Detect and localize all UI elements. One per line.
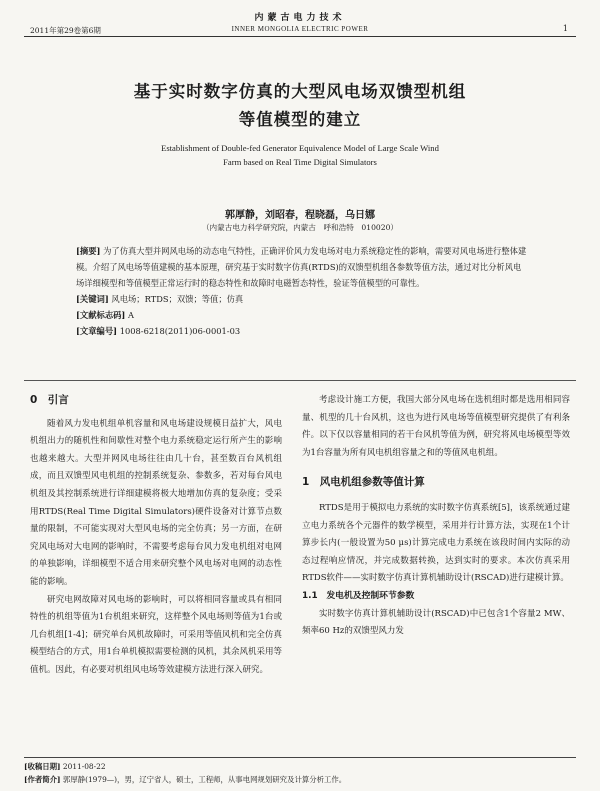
footnote <box>24 757 576 786</box>
abstract-text: 为了仿真大型并网风电场的动态电气特性，正确评价风力发电场对电力系统稳定性的影响，需要对风电场进行整体建模。介绍了风电场等值建模的基本原理，研究基于实时数字仿真(RTDS)的双馈型机组各参数等值方法，通过对比分析风电场详细模型和等值模型正常运行时的稳态特性和故障时电磁暂态特性，验证等值模型的可靠性。 <box>76 246 527 288</box>
article-no-label: [文章编号] <box>76 326 118 336</box>
title-en-line1: Establishment of Double-fed Generator Equivalence Model of Large Scale Wind <box>161 143 439 153</box>
authors: 郭厚静，刘昭春，程晓磊，乌日娜 <box>225 210 375 221</box>
received-date: 2011-08-22 <box>62 762 106 771</box>
author-bio-label: [作者简介] <box>24 775 61 784</box>
abstract-divider <box>24 380 576 381</box>
keywords: 风电场；RTDS；双馈；等值；仿真 <box>111 294 244 304</box>
abstract-label: [摘要] <box>76 246 101 256</box>
keywords-row <box>76 291 528 307</box>
section-0-heading: 0 引言 <box>30 394 69 406</box>
section-1-1-paragraph-1: 实时数字仿真计算机辅助设计(RSCAD)中已包含1个容量2 MW、频率60 Hz的双馈型风力发 <box>302 608 570 637</box>
received-label: [收稿日期] <box>24 762 61 771</box>
affiliation: （内蒙古电力科学研究院，内蒙古 呼和浩特 010020） <box>201 223 399 232</box>
doc-code: A <box>127 310 134 320</box>
article-no-row <box>76 323 528 339</box>
article-no: 1008-6218(2011)06-0001-03 <box>119 326 241 336</box>
left-column <box>30 392 282 680</box>
title-en-line2: Farm based on Real Time Digital Simulators <box>223 157 377 167</box>
author-bio-row <box>24 773 576 786</box>
right-column <box>302 392 570 641</box>
journal-name-en: INNER MONGOLIA ELECTRIC POWER <box>231 25 369 33</box>
page-number: 1 <box>562 24 568 33</box>
section-1-1-heading: 1.1 发电机及控制环节参数 <box>302 590 415 601</box>
title-en <box>60 141 540 169</box>
abstract <box>76 243 528 291</box>
author-bio: 郭厚静(1979—)，男，辽宁省人，硕士，工程师，从事电网规划研究及计算分析工作。 <box>62 775 347 784</box>
section-1-paragraph-1: RTDS是用于模拟电力系统的实时数字仿真系统[5]，该系统通过建立电力系统各个元器件的数学模型，采用并行计算方法，实现在1个计算步长内(一般设置为50 μs)计算完成电力系统在该段时间内实际的动态过程响应情况，并完成数据转换，达到实时的要求。本次仿真采用RTDS软件——实时数字仿真计算机辅助设计(RSCAD)进行建模计算。 <box>302 502 570 584</box>
section-0-paragraph-2: 研究电网故障对风电场的影响时，可以将相同容量或具有相同特性的机组等值为1台机组来研究，这样整个风电场则等值为1台或几台机组[1-4]；研究单台风机故障时，可采用等值风机和完全仿真模型结合的方式，用1台单机模拟需要检测的风机，其余风机采用等值机。因此，有必要对机组风电场等效建模方法进行深入研究。 <box>30 594 282 675</box>
title-cn-line1: 基于实时数字仿真的大型风电场双馈型机组 <box>133 82 467 101</box>
issue-info: 2011年第29卷第6期 <box>30 26 101 35</box>
section-0-paragraph-1: 随着风力发电机组单机容量和风电场建设规模日益扩大，风电机组出力的随机性和间歇性对整个电力系统稳定运行所产生的影响也越来越大。大型并网风电场往往由几十台，甚至数百台风机组成，而且双馈型风电机组的控制系统复杂、参数多，若对每台风电机组及其控制系统进行详细建模将极大地增加仿真的复杂度；受采用RTDS(Real Time Digital Simulators)硬件设备对计算节点数量的限制，不可能实现对大型风电场的完全仿真；另一方面，在研究风电场对大电网的影响时，不需要考虑每台风力发电机组对电网的单独影响，详细模型不适合用来研究整个风电场对电网的动态性能的影响。 <box>30 418 282 587</box>
section-0-paragraph-3: 考虑设计施工方便，我国大部分风电场在选机组时都是选用相同容量、机型的几十台风机，这也为进行风电场等值模型研究提供了有利条件。以下仅以容量相同的若干台风机等值为例，研究将风电场模型等效为1台容量为所有风电机组容量之和的等值风电机组。 <box>302 395 570 458</box>
journal-name-cn: 内蒙古电力技术 <box>254 13 346 23</box>
abstract-block <box>76 243 528 339</box>
doc-code-row <box>76 307 528 323</box>
doc-code-label: [文献标志码] <box>76 310 126 320</box>
running-header <box>24 10 576 37</box>
title-cn-line2: 等值模型的建立 <box>238 110 362 129</box>
section-1-heading: 1 风电机组参数等值计算 <box>302 476 425 489</box>
keywords-label: [关键词] <box>76 294 109 304</box>
received-date-row <box>24 760 576 773</box>
